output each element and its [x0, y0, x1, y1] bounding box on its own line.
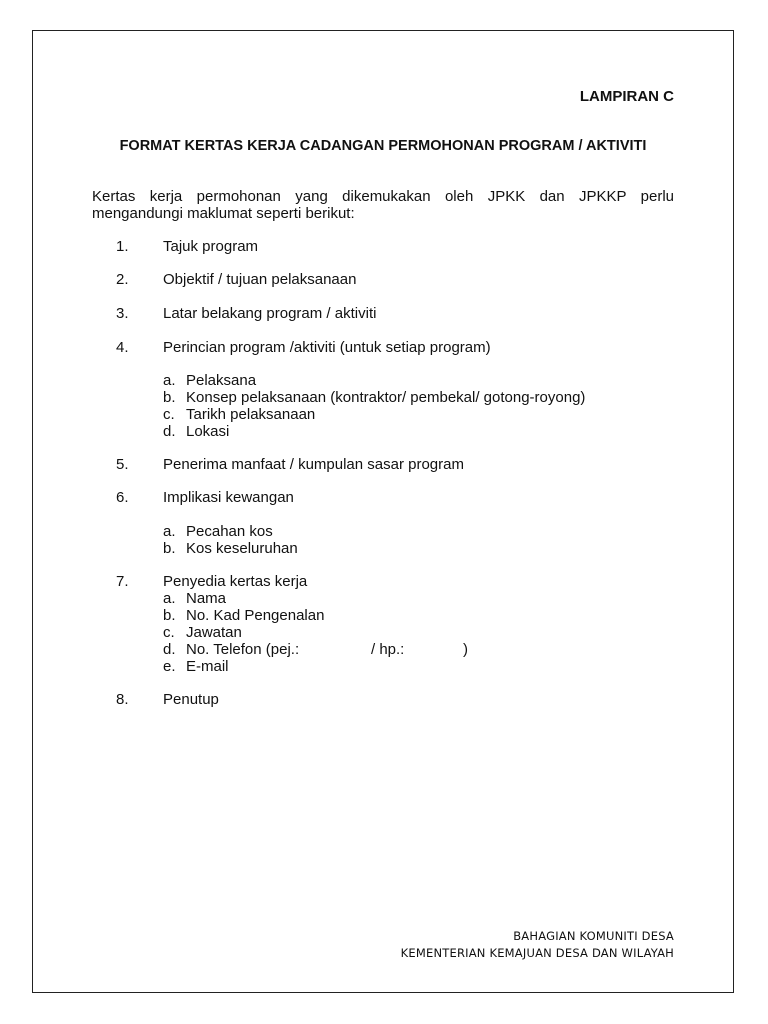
sub-item-letter: d. — [163, 641, 176, 658]
sub-item-text: Tarikh pelaksanaan — [186, 406, 316, 423]
intro-line-1: Kertas kerja permohonan yang dikemukakan oleh JPKK dan JPKKP perlu — [92, 188, 674, 205]
sub-item-text: Nama — [186, 590, 227, 607]
sub-item-letter: b. — [163, 607, 176, 624]
page-border — [32, 30, 734, 993]
phone-hp-label: / hp.: — [371, 641, 405, 658]
sub-item-text: No. Telefon (pej.: — [186, 641, 300, 658]
sub-item-letter: d. — [163, 423, 176, 440]
item-text: Penyedia kertas kerja — [163, 573, 308, 590]
sub-item-letter: a. — [163, 372, 176, 389]
item-number: 4. — [116, 339, 129, 356]
item-number: 7. — [116, 573, 129, 590]
sub-item-letter: a. — [163, 590, 176, 607]
footer-ministry: KEMENTERIAN KEMAJUAN DESA DAN WILAYAH — [400, 946, 674, 960]
item-text: Latar belakang program / aktiviti — [163, 305, 377, 322]
sub-item-letter: a. — [163, 523, 176, 540]
item-text: Objektif / tujuan pelaksanaan — [163, 271, 357, 288]
footer-department: BAHAGIAN KOMUNITI DESA — [513, 929, 674, 943]
intro-line-2: mengandungi maklumat seperti berikut: — [92, 205, 355, 222]
sub-item-text: Kos keseluruhan — [186, 540, 298, 557]
sub-item-text: E-mail — [186, 658, 229, 675]
phone-close-paren: ) — [463, 641, 468, 658]
item-text: Penutup — [163, 691, 219, 708]
sub-item-letter: e. — [163, 658, 176, 675]
sub-item-letter: b. — [163, 540, 176, 557]
item-number: 5. — [116, 456, 129, 473]
appendix-label: LAMPIRAN C — [579, 88, 674, 105]
sub-item-letter: c. — [163, 406, 175, 423]
sub-item-text: Pecahan kos — [186, 523, 273, 540]
document-title: FORMAT KERTAS KERJA CADANGAN PERMOHONAN PROGRAM / AKTIVITI — [119, 138, 647, 154]
item-number: 3. — [116, 305, 129, 322]
sub-item-text: Konsep pelaksanaan (kontraktor/ pembekal/ gotong-royong) — [186, 389, 586, 406]
item-number: 1. — [116, 238, 129, 255]
sub-item-text: Lokasi — [186, 423, 230, 440]
sub-item-letter: b. — [163, 389, 176, 406]
sub-item-text: No. Kad Pengenalan — [186, 607, 325, 624]
item-number: 8. — [116, 691, 129, 708]
item-number: 6. — [116, 489, 129, 506]
item-text: Implikasi kewangan — [163, 489, 294, 506]
item-text: Perincian program /aktiviti (untuk setiap program) — [163, 339, 491, 356]
sub-item-text: Pelaksana — [186, 372, 257, 389]
item-text: Tajuk program — [163, 238, 259, 255]
item-text: Penerima manfaat / kumpulan sasar program — [163, 456, 464, 473]
sub-item-text: Jawatan — [186, 624, 242, 641]
intro-paragraph — [92, 188, 674, 222]
sub-item-letter: c. — [163, 624, 175, 641]
item-number: 2. — [116, 271, 129, 288]
